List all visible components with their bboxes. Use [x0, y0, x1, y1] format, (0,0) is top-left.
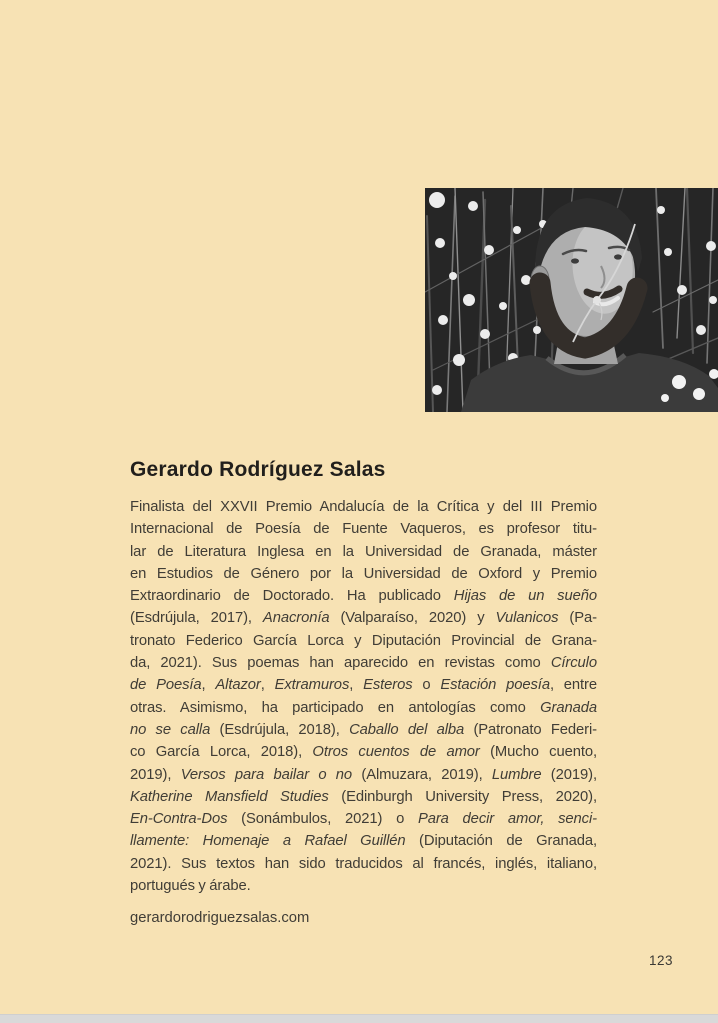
- bio-paragraph-line: Katherine Mansfield Studies (Edinburgh University Press, 2020),: [130, 788, 597, 805]
- bio-paragraph-line: (Esdrújula, 2017), Anacronía (Valparaíso, 2020) y Vulanicos (Pa-: [130, 610, 597, 627]
- bio-paragraph-line: 2021). Sus textos han sido traducidos al francés, inglés, italiano,: [130, 855, 597, 872]
- author-website: gerardorodriguezsalas.com: [130, 910, 310, 926]
- bio-paragraph-line: llamente: Homenaje a Rafael Guillén (Diputación de Granada,: [130, 833, 597, 850]
- bio-paragraph-line: da, 2021). Sus poemas han aparecido en revistas como Círculo: [130, 655, 597, 672]
- bio-paragraph-line: Extraordinario de Doctorado. Ha publicado Hijas de un sueño: [130, 588, 597, 605]
- author-name-heading: Gerardo Rodríguez Salas: [130, 458, 386, 481]
- bottom-edge-bar: [0, 1014, 718, 1023]
- page-number: 123: [648, 953, 673, 968]
- bio-paragraph-line: tronato Federico García Lorca y Diputación Provincial de Grana-: [130, 632, 597, 649]
- bio-paragraph-line: Finalista del XXVII Premio Andalucía de la Crítica y del III Premio: [130, 499, 597, 515]
- bio-paragraph-line: En-Contra-Dos (Sonámbulos, 2021) o Para decir amor, senci-: [130, 811, 597, 828]
- bio-paragraph-line: de Poesía, Altazor, Extramuros, Esteros o Estación poesía, entre: [130, 677, 597, 694]
- bio-paragraph-line: no se calla (Esdrújula, 2018), Caballo del alba (Patronato Federi-: [130, 721, 597, 738]
- author-photo: [425, 188, 718, 412]
- bio-paragraph-line: portugués y árabe.: [130, 878, 251, 895]
- bio-paragraph: [130, 496, 597, 897]
- bio-paragraph-line: co García Lorca, 2018), Otros cuentos de amor (Mucho cuento,: [130, 744, 597, 761]
- bio-paragraph-line: otras. Asimismo, ha participado en antologías como Granada: [130, 699, 597, 716]
- bio-paragraph-line: en Estudios de Género por la Universidad de Oxford y Premio: [130, 565, 597, 582]
- bio-paragraph-line: lar de Literatura Inglesa en la Universidad de Granada, máster: [130, 543, 597, 560]
- bio-paragraph-line: 2019), Versos para bailar o no (Almuzara, 2019), Lumbre (2019),: [130, 766, 597, 783]
- author-photo-art: [425, 188, 718, 412]
- bio-paragraph-line: Internacional de Poesía de Fuente Vaqueros, es profesor titu-: [130, 521, 597, 538]
